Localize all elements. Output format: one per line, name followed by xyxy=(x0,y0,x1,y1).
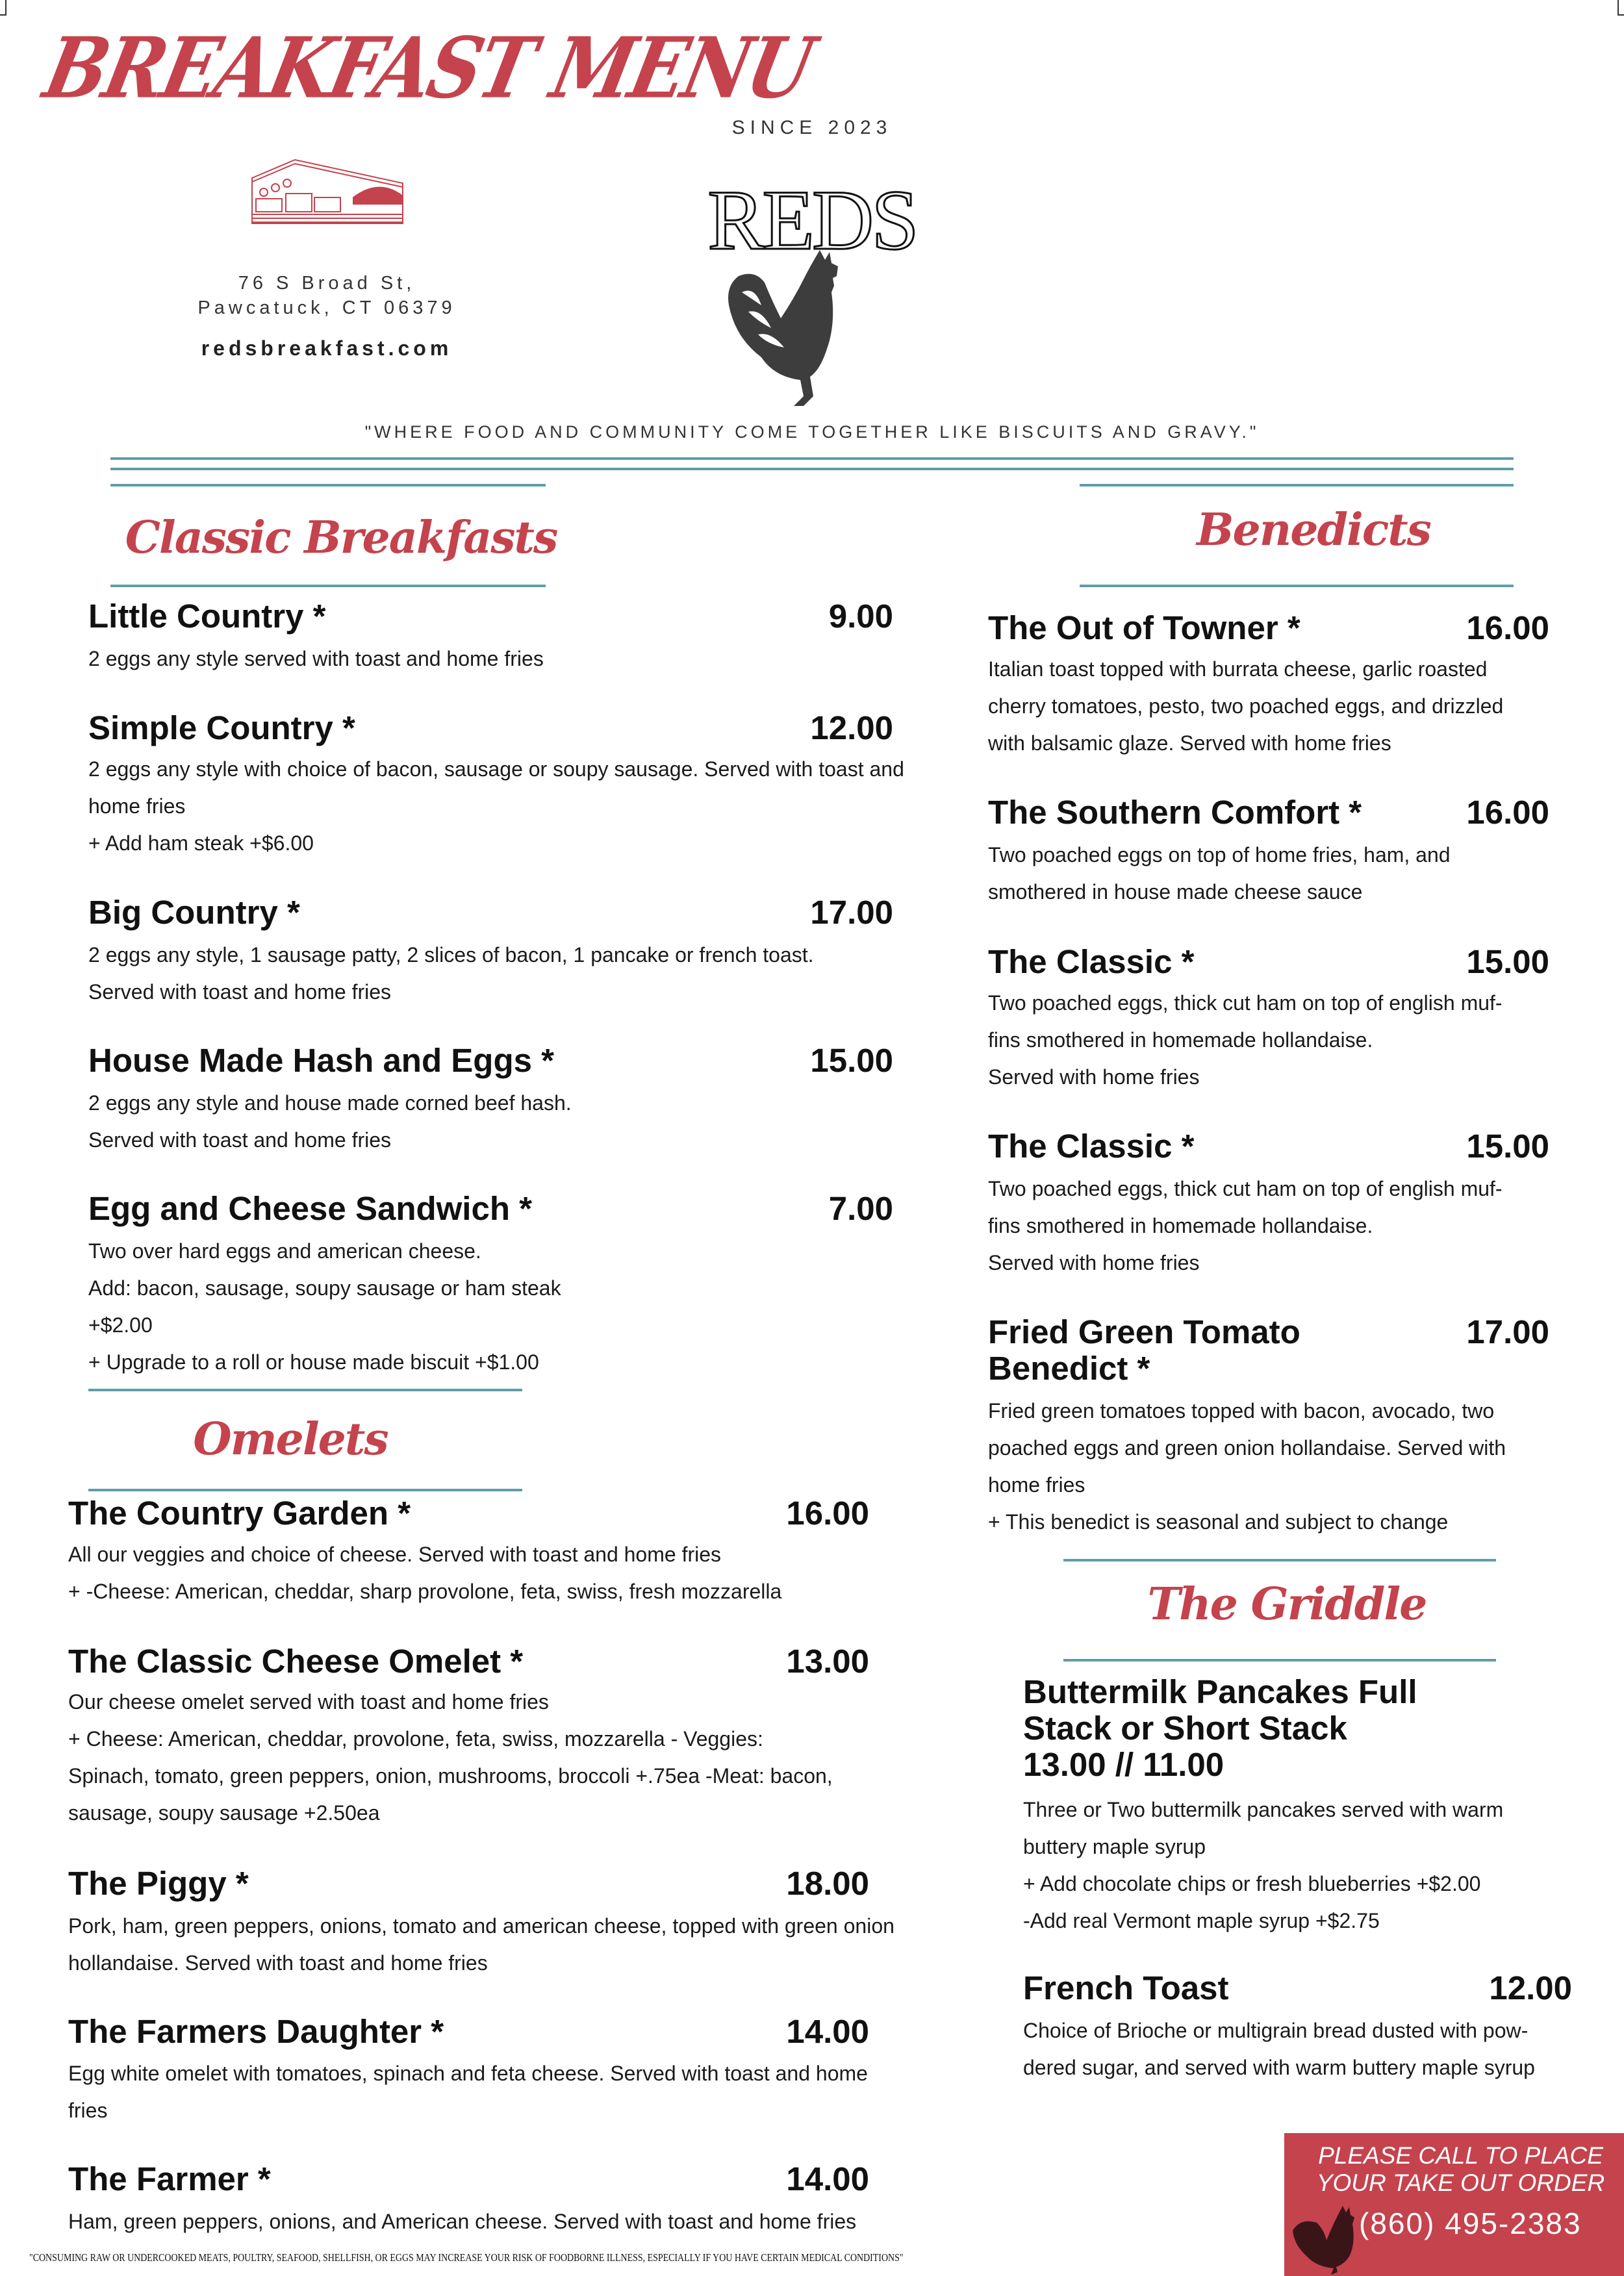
menu-item-description: home fries xyxy=(88,794,186,818)
menu-item-description: Two over hard eggs and american cheese. xyxy=(88,1239,481,1263)
rooster-icon xyxy=(1291,2205,1356,2276)
menu-item-name: Big Country * xyxy=(88,894,300,931)
menu-item-description: fries xyxy=(68,2099,108,2122)
menu-item-description: Spinach, tomato, green peppers, onion, mushrooms, broccoli +.75ea -Meat: bacon, xyxy=(68,1764,833,1788)
menu-item-price: 17.00 xyxy=(1466,1313,1549,1350)
menu-item-name: The Piggy * xyxy=(68,1865,249,1902)
menu-item-price: 16.00 xyxy=(1466,609,1549,646)
menu-item-description: home fries xyxy=(988,1473,1085,1497)
menu-item-description: All our veggies and choice of cheese. Served with toast and home fries xyxy=(68,1543,722,1566)
menu-item-description: + Add ham steak +$6.00 xyxy=(88,831,314,855)
divider xyxy=(110,585,546,587)
menu-item-name: The Farmers Daughter * xyxy=(68,2013,444,2050)
menu-item-description: Served with toast and home fries xyxy=(88,980,392,1004)
menu-item-name: The Out of Towner * xyxy=(988,609,1300,646)
menu-item-description: smothered in house made cheese sauce xyxy=(988,880,1363,904)
menu-item-description: + Cheese: American, cheddar, provolone, feta, swiss, mozzarella - Veggies: xyxy=(68,1727,763,1751)
menu-item-description: 2 eggs any style served with toast and home fries xyxy=(88,647,544,670)
divider xyxy=(1080,484,1514,487)
menu-item-price: 17.00 xyxy=(810,894,893,931)
menu-item-price: 16.00 xyxy=(1466,794,1549,831)
menu-item-description: + Add chocolate chips or fresh blueberries +$2.00 xyxy=(1023,1872,1481,1895)
address-line-1: 76 S Broad St, xyxy=(238,273,416,294)
food-safety-disclaimer: "CONSUMING RAW OR UNDERCOOKED MEATS, POULTRY, SEAFOOD, SHELLFISH, OR EGGS MAY INCREASE YOUR RISK OF FOODBORNE ILLNESS, ESPECIALLY IF YOU HAVE CERTAIN MEDICAL CONDITIONS" xyxy=(29,2251,904,2264)
menu-item-description: Fried green tomatoes topped with bacon, avocado, two xyxy=(988,1399,1495,1422)
menu-item-name: 13.00 // 11.00 xyxy=(1023,1746,1224,1783)
menu-item-price: 12.00 xyxy=(1489,1969,1572,2006)
menu-item-description: -Add real Vermont maple syrup +$2.75 xyxy=(1023,1909,1380,1932)
divider xyxy=(1063,1559,1496,1562)
menu-item-description: Two poached eggs, thick cut ham on top of english muf- xyxy=(988,1177,1503,1200)
menu-item-price: 13.00 xyxy=(786,1643,869,1680)
tagline: "WHERE FOOD AND COMMUNITY COME TOGETHER LIKE BISCUITS AND GRAVY." xyxy=(364,422,1260,442)
divider xyxy=(88,1389,522,1391)
menu-item-price: 7.00 xyxy=(828,1190,893,1227)
divider xyxy=(110,457,1514,460)
menu-item-description: Served with toast and home fries xyxy=(88,1128,392,1152)
menu-item-price: 14.00 xyxy=(786,2160,869,2197)
menu-item-price: 18.00 xyxy=(786,1865,869,1902)
divider xyxy=(88,1489,522,1491)
menu-item-description: Pork, ham, green peppers, onions, tomato and american cheese, topped with green onion xyxy=(68,1914,894,1938)
section-title-classic-breakfasts: Classic Breakfasts xyxy=(125,512,557,564)
menu-item-description: 2 eggs any style, 1 sausage patty, 2 slices of bacon, 1 pancake or french toast. xyxy=(88,943,814,967)
menu-item-name: French Toast xyxy=(1023,1969,1229,2006)
menu-item-name: Stack or Short Stack xyxy=(1023,1710,1347,1747)
menu-item-description: with balsamic glaze. Served with home fries xyxy=(988,731,1391,755)
menu-item-description: sausage, soupy sausage +2.50ea xyxy=(68,1801,380,1825)
menu-item-description: Italian toast topped with burrata cheese, garlic roasted xyxy=(988,657,1488,681)
menu-item-name: Benedict * xyxy=(988,1350,1150,1387)
menu-item-price: 9.00 xyxy=(828,598,893,635)
menu-item-name: The Country Garden * xyxy=(68,1495,411,1532)
menu-item-description: poached eggs and green onion hollandaise. Served with xyxy=(988,1436,1506,1460)
menu-item-description: cherry tomatoes, pesto, two poached eggs, and drizzled xyxy=(988,694,1504,718)
menu-item-description: Add: bacon, sausage, soupy sausage or ham steak xyxy=(88,1276,561,1300)
menu-item-name: Little Country * xyxy=(88,598,326,635)
phone-number[interactable]: (860) 495-2383 xyxy=(1359,2206,1582,2240)
section-title-benedicts: Benedicts xyxy=(1197,504,1430,556)
menu-item-price: 12.00 xyxy=(810,709,893,746)
divider xyxy=(110,468,1514,470)
menu-item-price: 15.00 xyxy=(1466,1128,1549,1165)
menu-item-name: The Southern Comfort * xyxy=(988,794,1362,831)
menu-item-description: Egg white omelet with tomatoes, spinach and feta cheese. Served with toast and home xyxy=(68,2062,868,2085)
menu-item-description: Served with home fries xyxy=(988,1065,1200,1089)
menu-item-description: buttery maple syrup xyxy=(1023,1835,1206,1858)
menu-item-description: fins smothered in homemade hollandaise. xyxy=(988,1214,1373,1237)
rooster-icon xyxy=(722,247,859,409)
section-title-the-griddle: The Griddle xyxy=(1147,1578,1427,1630)
menu-item-name: Egg and Cheese Sandwich * xyxy=(88,1190,532,1227)
menu-item-name: Buttermilk Pancakes Full xyxy=(1023,1673,1417,1710)
menu-item-price: 15.00 xyxy=(810,1042,893,1079)
menu-item-description: +$2.00 xyxy=(88,1313,153,1337)
section-title-omelets: Omelets xyxy=(193,1413,388,1465)
brand-logo: REDS xyxy=(707,172,917,268)
crop-mark xyxy=(0,0,6,16)
menu-item-name: Fried Green Tomato xyxy=(988,1313,1300,1350)
takeout-message: PLEASE CALL TO PLACE YOUR TAKE OUT ORDER xyxy=(1316,2142,1605,2196)
menu-item-description: Choice of Brioche or multigrain bread dusted with pow- xyxy=(1023,2019,1529,2042)
menu-item-description: Our cheese omelet served with toast and home fries xyxy=(68,1690,549,1713)
menu-item-description: + This benedict is seasonal and subject to change xyxy=(988,1510,1449,1534)
since-label: SINCE 2023 xyxy=(731,117,893,138)
menu-item-description: + -Cheese: American, cheddar, sharp provolone, feta, swiss, fresh mozzarella xyxy=(68,1580,782,1603)
menu-item-description: Ham, green peppers, onions, and American cheese. Served with toast and home fries xyxy=(68,2210,857,2233)
menu-item-name: The Classic * xyxy=(988,943,1195,980)
divider xyxy=(1080,585,1514,587)
menu-item-description: Two poached eggs, thick cut ham on top of english muf- xyxy=(988,991,1503,1015)
menu-item-name: The Classic Cheese Omelet * xyxy=(68,1643,524,1680)
menu-item-description: + Upgrade to a roll or house made biscuit +$1.00 xyxy=(88,1350,539,1374)
menu-item-price: 15.00 xyxy=(1466,943,1549,980)
menu-item-name: The Farmer * xyxy=(68,2160,271,2197)
menu-title: BREAKFAST MENU xyxy=(36,19,820,118)
building-icon xyxy=(249,158,405,226)
menu-item-description: fins smothered in homemade hollandaise. xyxy=(988,1028,1373,1052)
menu-item-description: 2 eggs any style and house made corned beef hash. xyxy=(88,1091,572,1115)
menu-item-name: The Classic * xyxy=(988,1128,1195,1165)
divider xyxy=(1063,1659,1496,1662)
menu-item-description: hollandaise. Served with toast and home fries xyxy=(68,1951,488,1975)
menu-item-description: 2 eggs any style with choice of bacon, sausage or soupy sausage. Served with toast and xyxy=(88,757,904,781)
divider xyxy=(110,484,546,487)
menu-item-description: dered sugar, and served with warm buttery maple syrup xyxy=(1023,2056,1535,2079)
menu-item-price: 14.00 xyxy=(786,2013,869,2050)
website-link[interactable]: redsbreakfast.com xyxy=(201,336,453,360)
address-line-2: Pawcatuck, CT 06379 xyxy=(197,297,456,318)
crop-mark xyxy=(1618,0,1624,16)
menu-item-description: Three or Two buttermilk pancakes served with warm xyxy=(1023,1798,1504,1821)
menu-item-name: House Made Hash and Eggs * xyxy=(88,1042,554,1079)
takeout-callout xyxy=(1284,2133,1624,2276)
menu-item-name: Simple Country * xyxy=(88,709,355,746)
menu-item-price: 16.00 xyxy=(786,1495,869,1532)
menu-item-description: Two poached eggs on top of home fries, ham, and xyxy=(988,843,1451,866)
menu-item-description: Served with home fries xyxy=(988,1251,1200,1274)
